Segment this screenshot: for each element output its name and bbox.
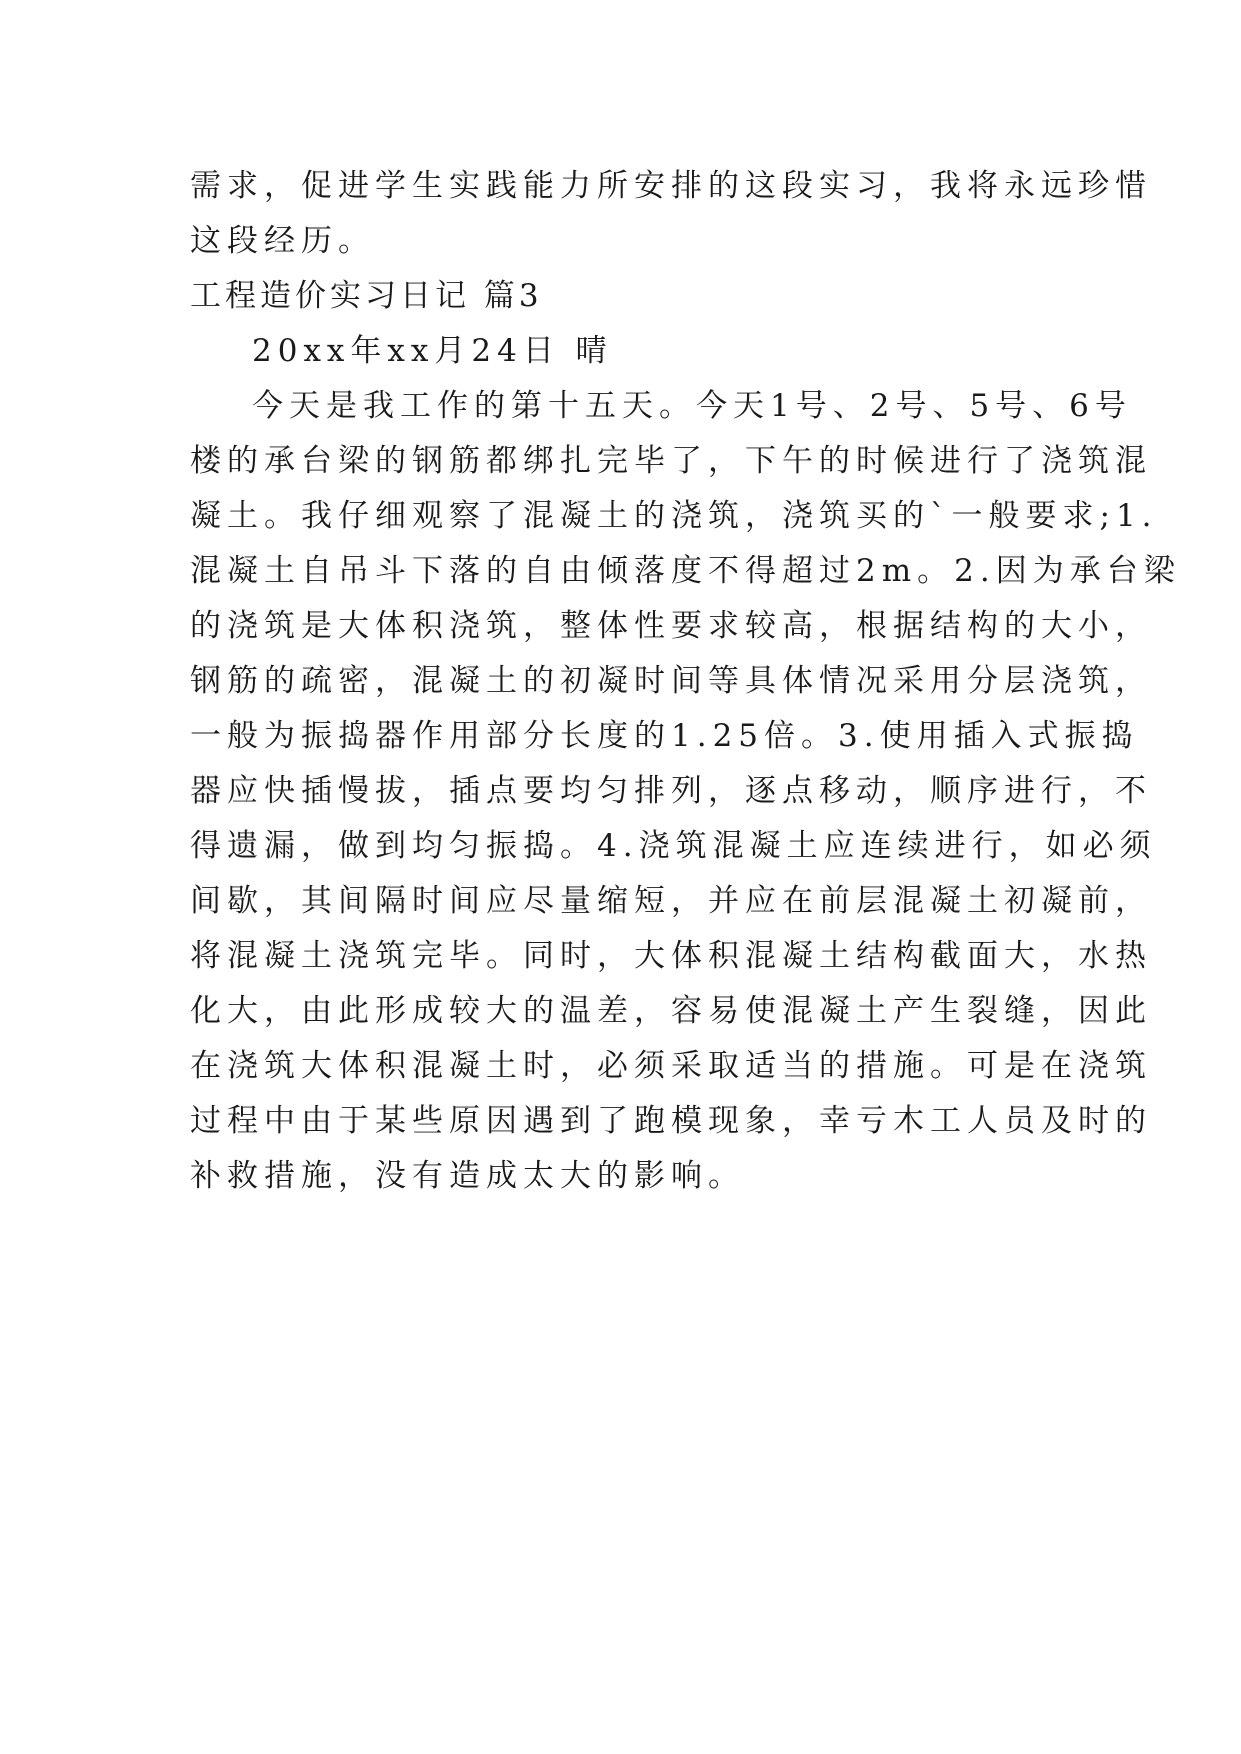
body-line-2: 楼的承台梁的钢筋都绑扎完毕了，下午的时候进行了浇筑混 bbox=[190, 443, 1152, 479]
body-line-13: 在浇筑大体积混凝土时，必须采取适当的措施。可是在浇筑 bbox=[190, 1048, 1152, 1084]
body-line-15: 补救措施，没有造成太大的影响。 bbox=[190, 1158, 745, 1194]
date-line: 20xx年xx月24日 晴 bbox=[252, 333, 613, 369]
section-title: 工程造价实习日记 篇3 bbox=[190, 278, 543, 314]
body-line-6: 钢筋的疏密，混凝土的初凝时间等具体情况采用分层浇筑， bbox=[190, 663, 1152, 699]
intro-line-1: 需求，促进学生实践能力所安排的这段实习，我将永远珍惜 bbox=[190, 168, 1152, 204]
body-line-3: 凝土。我仔细观察了混凝土的浇筑，浇筑买的`一般要求;1. bbox=[190, 498, 1158, 534]
intro-line-2: 这段经历。 bbox=[190, 223, 375, 259]
body-line-7: 一般为振捣器作用部分长度的1.25倍。3.使用插入式振捣 bbox=[190, 718, 1139, 754]
body-line-10: 间歇，其间隔时间应尽量缩短，并应在前层混凝土初凝前， bbox=[190, 883, 1152, 919]
body-line-4: 混凝土自吊斗下落的自由倾落度不得超过2m。2.因为承台梁 bbox=[190, 553, 1181, 589]
body-line-8: 器应快插慢拔，插点要均匀排列，逐点移动，顺序进行，不 bbox=[190, 773, 1152, 809]
body-line-9: 得遗漏，做到均匀振捣。4.浇筑混凝土应连续进行，如必须 bbox=[190, 828, 1157, 864]
body-line-1: 今天是我工作的第十五天。今天1号、2号、5号、6号 bbox=[252, 388, 1132, 424]
body-line-14: 过程中由于某些原因遇到了跑模现象，幸亏木工人员及时的 bbox=[190, 1103, 1152, 1139]
body-line-5: 的浇筑是大体积浇筑，整体性要求较高，根据结构的大小， bbox=[190, 608, 1152, 644]
body-line-11: 将混凝土浇筑完毕。同时，大体积混凝土结构截面大，水热 bbox=[190, 938, 1152, 974]
body-line-12: 化大，由此形成较大的温差，容易使混凝土产生裂缝，因此 bbox=[190, 993, 1152, 1029]
